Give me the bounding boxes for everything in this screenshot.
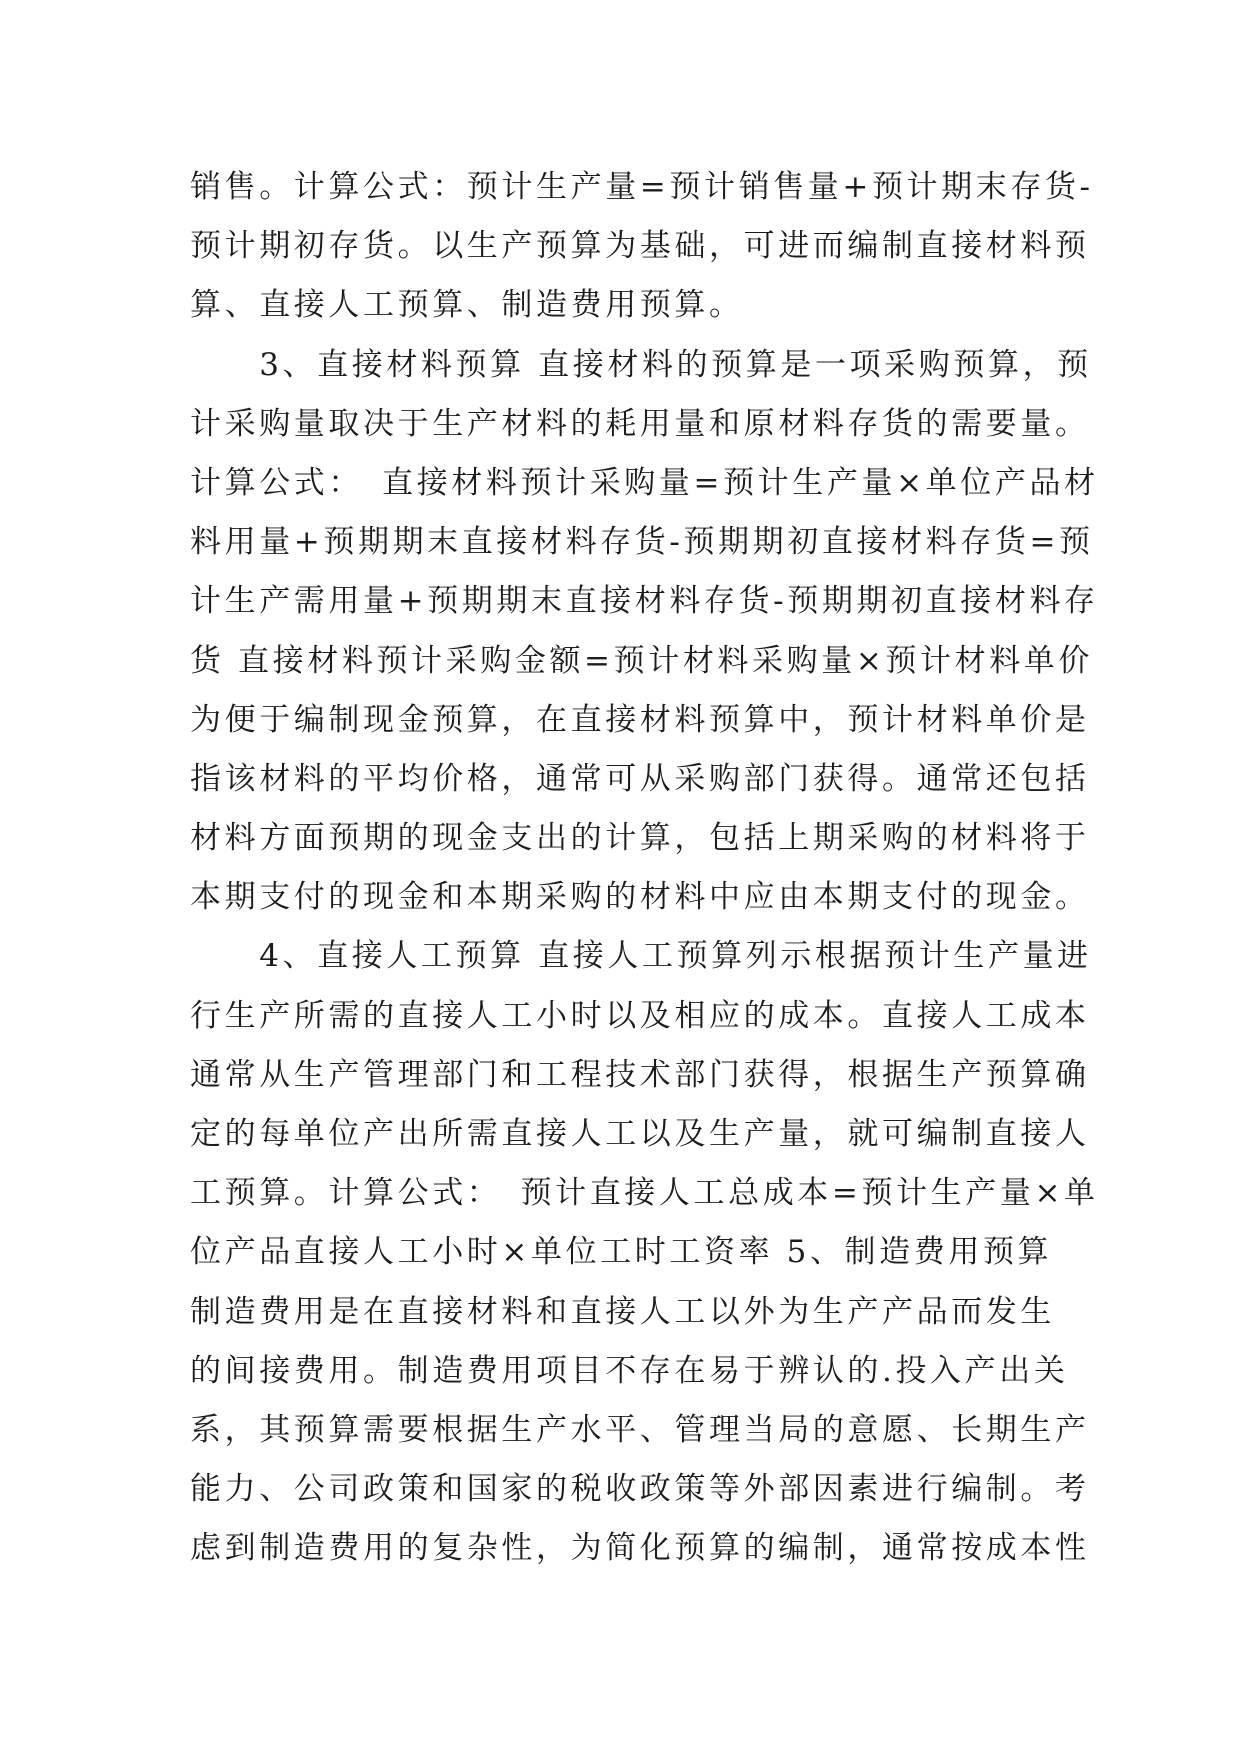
text-line: 4、直接人工预算 直接人工预算列示根据预计生产量进 — [190, 938, 1092, 975]
text-line: 制造费用是在直接材料和直接人工以外为生产产品而发生 — [190, 1293, 1055, 1330]
text-line: 指该材料的平均价格，通常可从采购部门获得。通常还包括 — [190, 760, 1090, 797]
text-line: 计生产需用量+预期期末直接材料存货-预期期初直接材料存 — [190, 583, 1099, 620]
text-line: 3、直接材料预算 直接材料的预算是一项采购预算，预 — [190, 346, 1092, 383]
text-line: 货 直接材料预计采购金额=预计材料采购量×预计材料单价 — [190, 642, 1094, 679]
text-line: 能力、公司政策和国家的税收政策等外部因素进行编制。考 — [190, 1471, 1090, 1508]
text-line: 虑到制造费用的复杂性，为简化预算的编制，通常按成本性 — [190, 1530, 1090, 1567]
text-line: 行生产所需的直接人工小时以及相应的成本。直接人工成本 — [190, 997, 1090, 1034]
text-line: 定的每单位产出所需直接人工以及生产量，就可编制直接人 — [190, 1116, 1090, 1152]
text-line: 预计期初存货。以生产预算为基础，可进而编制直接材料预 — [190, 228, 1090, 265]
text-line: 系，其预算需要根据生产水平、管理当局的意愿、长期生产 — [190, 1411, 1090, 1448]
text-line: 材料方面预期的现金支出的计算，包括上期采购的材料将于 — [190, 820, 1090, 857]
text-line: 算、直接人工预算、制造费用预算。 — [190, 287, 744, 324]
text-line: 计采购量取决于生产材料的耗用量和原材料存货的需要量。 — [190, 405, 1090, 442]
text-line: 的间接费用。制造费用项目不存在易于辨认的.投入产出关 — [190, 1352, 1069, 1389]
text-line: 为便于编制现金预算，在直接材料预算中，预计材料单价是 — [190, 701, 1090, 738]
text-line: 本期支付的现金和本期采购的材料中应由本期支付的现金。 — [190, 879, 1090, 916]
body-text — [190, 158, 1099, 1579]
text-line: 计算公式： 直接材料预计采购量=预计生产量×单位产品材 — [190, 464, 1099, 501]
text-line: 工预算。计算公式： 预计直接人工总成本=预计生产量×单 — [190, 1175, 1099, 1212]
text-line: 销售。计算公式：预计生产量=预计销售量+预计期末存货- — [190, 169, 1094, 205]
text-line: 位产品直接人工小时×单位工时工资率 5、制造费用预算 — [190, 1234, 1053, 1271]
text-line: 通常从生产管理部门和工程技术部门获得，根据生产预算确 — [190, 1056, 1090, 1093]
text-line: 料用量+预期期末直接材料存货-预期期初直接材料存货=预 — [190, 524, 1094, 561]
